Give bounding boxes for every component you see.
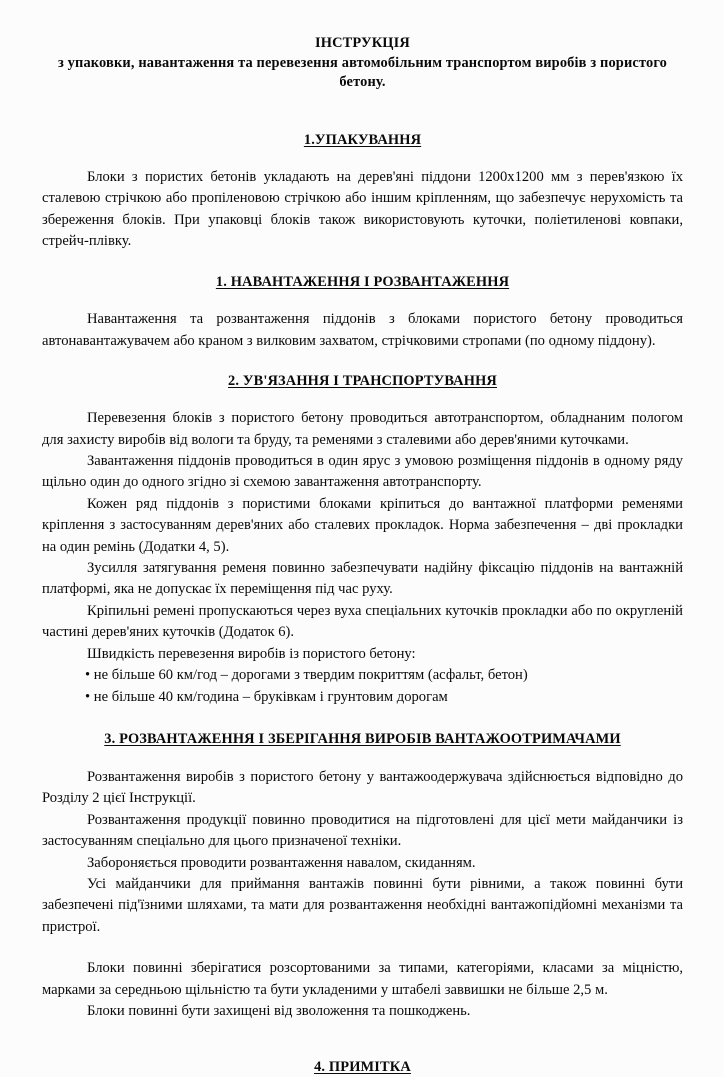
section-heading-note	[42, 1058, 683, 1077]
paragraph-storage-6: Блоки повинні бути захищені від зволоження та пошкоджень.	[87, 1002, 471, 1019]
section-heading-unloading-storage	[42, 730, 683, 749]
document-title-main: ІНСТРУКЦІЯ	[315, 35, 410, 51]
document-title	[42, 34, 683, 93]
section-heading-loading-unloading-label: 1. НАВАНТАЖЕННЯ І РОЗВАНТАЖЕННЯ	[215, 274, 510, 291]
paragraph-transport-4: Зусилля затягування ременя повинно забезпечувати надійну фіксацію піддонів на вантажній платформі, яка не допускає їх переміщення під час руху.	[42, 560, 683, 598]
bullet-speed-paved: • не більше 60 км/год – дорогами з твердим покриттям (асфальт, бетон)	[85, 667, 528, 684]
paragraph-storage-4: Усі майданчики для приймання вантажів повинні бути рівними, а також повинні бути забезпечені під'їзними шляхами, та мати для розвантаження необхідні вантажопідйомні механізми та пристрої.	[42, 875, 683, 935]
paragraph-transport-speed-intro: Швидкість перевезення виробів із пористого бетону:	[87, 645, 416, 662]
paragraph-storage-3: Забороняється проводити розвантаження навалом, скиданням.	[87, 854, 476, 871]
paragraph-transport-2: Завантаження піддонів проводиться в один ярус з умовою розміщення піддонів в одному ряду щільно один до одного згідно зі схемою завантаження автотранспорту.	[42, 453, 683, 491]
section-heading-lashing-transport	[42, 372, 683, 391]
section-heading-lashing-transport-label: 2. УВ'ЯЗАННЯ І ТРАНСПОРТУВАННЯ	[228, 373, 497, 390]
paragraph-transport-5: Кріпильні ремені пропускаються через вуха спеціальних куточків прокладки або по округленій частині дерев'яних куточків (Додаток 6).	[42, 602, 683, 641]
paragraph-storage-1: Розвантаження виробів з пористого бетону у вантажоодержувача здійснюється відповідно до Розділу 2 цієї Інструкції.	[42, 768, 683, 807]
section-heading-packaging-label: 1.УПАКУВАННЯ	[303, 131, 422, 148]
paragraph-packaging-1: Блоки з пористих бетонів укладають на дерев'яні піддони 1200х1200 мм з перев'язкою їх сталевою стрічкою або пропіленовою стрічкою або іншим кріпленням, що забезпечує нерухомість та збереження блоків. При упаковці блоків також використовують куточки, поліетиленові ковпаки, стрейч-плівку.	[42, 168, 683, 249]
section-heading-packaging	[42, 131, 683, 150]
paragraph-transport-3: Кожен ряд піддонів з пористими блоками кріпиться до вантажної платформи ременями кріплення з застосуванням дерев'яних або сталевих прокладок. Норма забезпечення – дві прокладки на один ремінь (Додатки 4, 5).	[42, 495, 683, 555]
section-heading-note-label: 4. ПРИМІТКА	[314, 1059, 411, 1076]
section-heading-unloading-storage-label: 3. РОЗВАНТАЖЕННЯ І ЗБЕРІГАННЯ ВИРОБІВ ВАНТАЖООТРИМАЧАМИ	[104, 730, 621, 747]
section-heading-loading-unloading	[42, 273, 683, 292]
paragraph-storage-2: Розвантаження продукції повинно проводитися на підготовлені для цієї мети майданчики із застосуванням спеціально для цього призначеної техніки.	[42, 811, 683, 850]
paragraph-storage-5: Блоки повинні зберігатися розсортованими за типами, категоріями, класами за міцністю, марками за середньою щільністю та бути укладеними у штабелі заввишки не більше 2,5 м.	[42, 960, 683, 998]
document-title-subtitle: з упаковки, навантаження та перевезення автомобільним транспортом виробів з пористого бетону.	[57, 54, 667, 91]
paragraph-loading-1: Навантаження та розвантаження піддонів з блоками пористого бетону проводиться автонавантажувачем або краном з вилковим захватом, стрічковими стропами (по одному піддону).	[42, 311, 683, 349]
paragraph-transport-1: Перевезення блоків з пористого бетону проводиться автотранспортом, обладнаним пологом для захисту виробів від вологи та бруду, та ременями з сталевими або дерев'яними куточками.	[42, 410, 683, 448]
bullet-speed-unpaved: • не більше 40 км/година – бруківкам і грунтовим дорогам	[85, 688, 448, 705]
